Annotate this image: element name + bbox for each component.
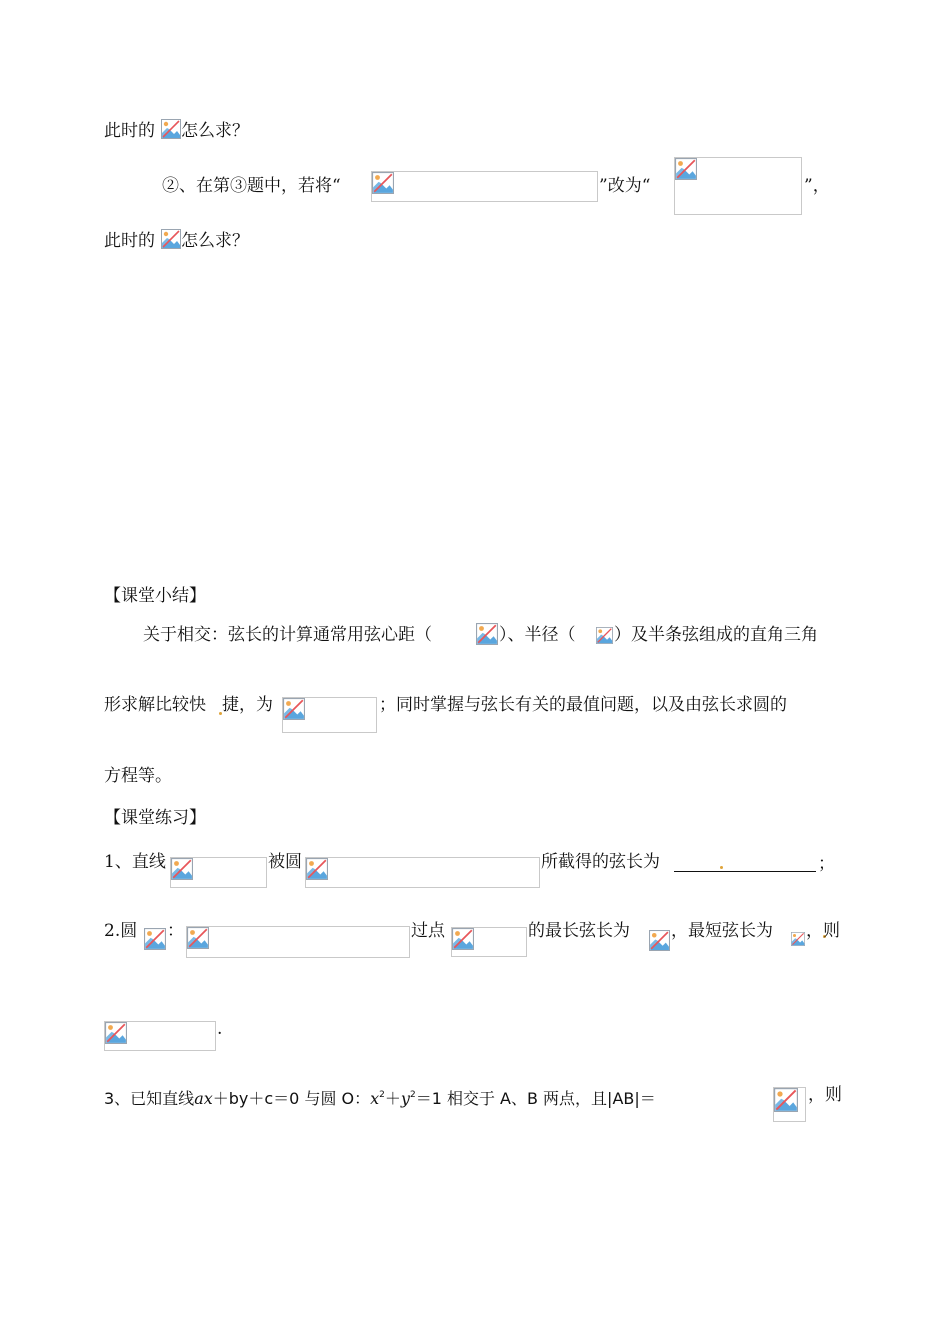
broken-image-icon <box>774 1088 798 1112</box>
broken-image-icon <box>452 928 474 950</box>
summary-p1-a: 关于相交：弦长的计算通常用弦心距（ <box>143 625 432 645</box>
broken-image-icon <box>649 930 670 951</box>
q2-b: 过点 <box>411 921 445 941</box>
formula-image <box>451 927 527 957</box>
line1-text: 此时的 <box>104 121 155 141</box>
q1-end: ； <box>818 854 835 874</box>
q3-a: 3、已知直线 <box>104 1089 195 1108</box>
q2-colon: ： <box>167 921 184 941</box>
line2-mid: ”改为“ <box>599 176 651 196</box>
line3-tail: 怎么求？ <box>181 231 249 251</box>
formula-image <box>305 857 540 888</box>
formula-image <box>186 926 410 958</box>
q3-d: ，则 <box>808 1085 842 1105</box>
broken-image-icon <box>596 627 613 644</box>
formula-image <box>791 932 805 953</box>
q3-b: ＋by＋c＝0 与圆 O： <box>212 1089 371 1108</box>
broken-image-icon <box>161 229 181 249</box>
q3-c: ＝1 相交于 A、B 两点，且|AB|＝ <box>415 1089 656 1108</box>
q3-ax: ax <box>194 1089 213 1108</box>
formula-image <box>773 1087 806 1122</box>
summary-p2-c: ；同时掌握与弦长有关的最值问题，以及由弦长求圆的 <box>379 695 787 715</box>
formula-image <box>161 229 181 252</box>
q1-a: 1、直线 <box>104 852 166 872</box>
summary-p1-b: ）、半径（ <box>499 625 576 645</box>
summary-p3: 方程等。 <box>104 766 172 786</box>
formula-image <box>649 930 670 954</box>
q2-d: ，最短弦长为 <box>671 921 773 941</box>
q1-c: 所截得的弦长为 <box>541 852 660 872</box>
broken-image-icon <box>187 927 209 949</box>
q3-sq1: 2 <box>379 1090 385 1100</box>
marker-dot <box>720 866 723 869</box>
q1-b: 被圆 <box>268 852 302 872</box>
formula-image <box>674 157 802 215</box>
broken-image-icon <box>144 928 166 950</box>
q3-line <box>104 1085 656 1109</box>
practice-heading: 【课堂练习】 <box>104 808 206 828</box>
line1-tail: 怎么求？ <box>181 121 249 141</box>
q2-a: 2.圆 <box>104 921 138 941</box>
broken-image-icon <box>171 858 193 880</box>
summary-p2-a: 形求解比较快 <box>104 695 206 715</box>
q3-sq2: 2 <box>409 1090 416 1100</box>
broken-image-icon <box>791 932 805 946</box>
line2-prefix: ②、在第③题中，若将“ <box>162 176 341 196</box>
broken-image-icon <box>306 858 328 880</box>
q3-plus: ＋ <box>384 1089 401 1108</box>
formula-image <box>282 697 377 733</box>
formula-image <box>371 171 598 202</box>
broken-image-icon <box>675 158 697 180</box>
summary-p1-c: ）及半条弦组成的直角三角 <box>614 625 818 645</box>
formula-image <box>144 928 166 954</box>
broken-image-icon <box>105 1022 127 1044</box>
formula-image <box>476 623 498 648</box>
summary-heading: 【课堂小结】 <box>104 586 206 606</box>
formula-image <box>161 119 181 142</box>
formula-image <box>170 857 267 888</box>
formula-image <box>104 1021 216 1051</box>
summary-p2-b: 捷，为 <box>222 695 273 715</box>
line3-text: 此时的 <box>104 231 155 251</box>
q3-y: y <box>400 1089 410 1108</box>
broken-image-icon <box>161 119 181 139</box>
line2-end: ”， <box>804 176 830 196</box>
answer-blank <box>674 870 816 872</box>
broken-image-icon <box>372 172 394 194</box>
q3-x: x <box>370 1089 380 1108</box>
q2-end: . <box>217 1019 223 1039</box>
q2-c: 的最长弦长为 <box>528 921 630 941</box>
broken-image-icon <box>283 698 305 720</box>
formula-image <box>596 627 613 646</box>
broken-image-icon <box>476 623 498 645</box>
q2-e: ，则 <box>806 921 840 941</box>
